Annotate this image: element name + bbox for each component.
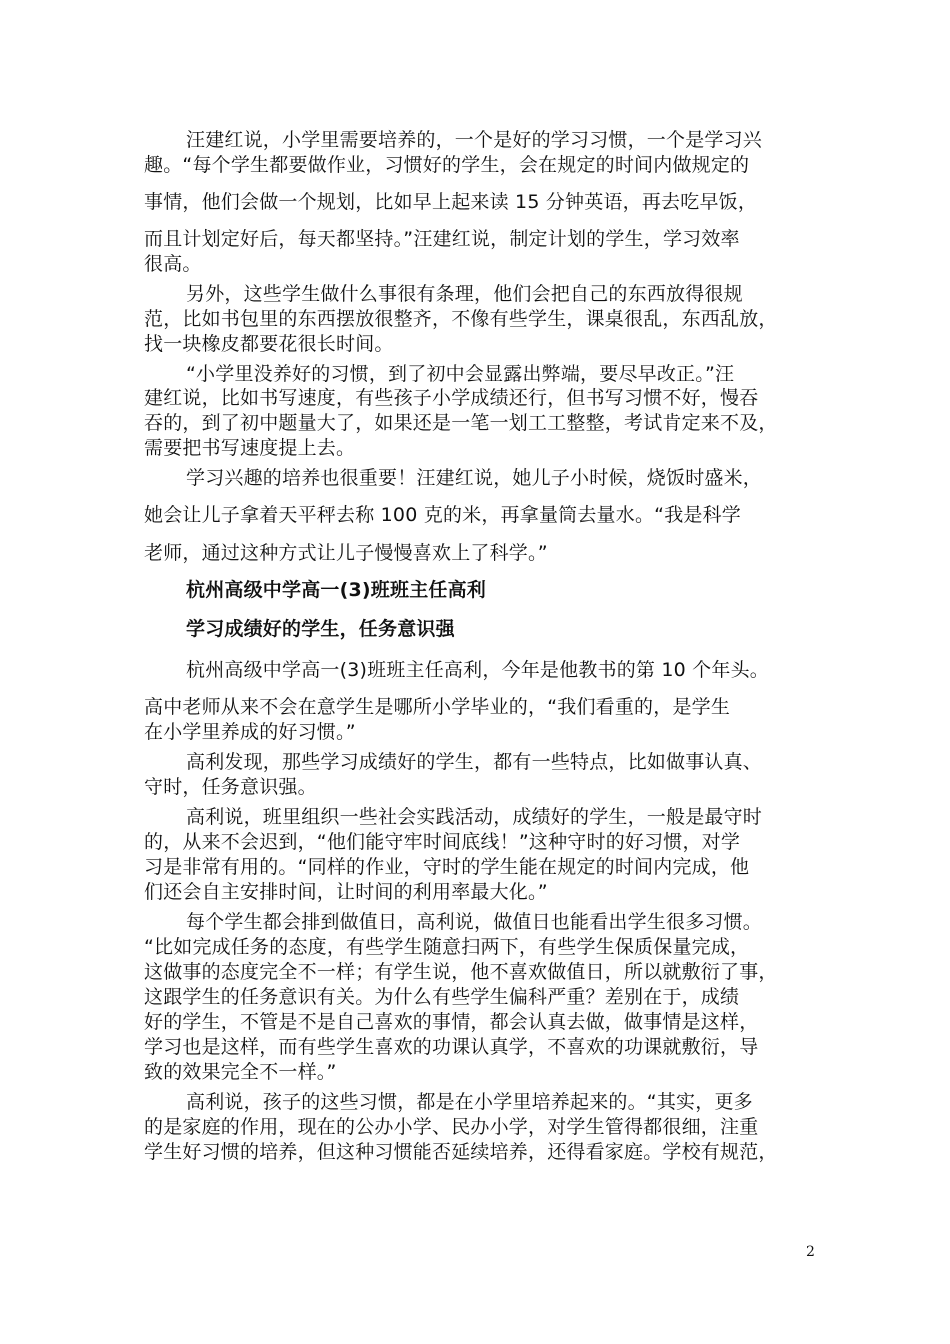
section-subheading: 学习成绩好的学生，任务意识强 xyxy=(186,618,455,640)
text-line: 杭州高级中学高一(3)班班主任高利，今年是他教书的第 10 个年头。 xyxy=(186,659,769,681)
text-line: 高中老师从来不会在意学生是哪所小学毕业的，“我们看重的，是学生 xyxy=(144,696,731,718)
text-line: 们还会自主安排时间，让时间的利用率最大化。” xyxy=(144,881,548,903)
text-line: 趣。“每个学生都要做作业，习惯好的学生，会在规定的时间内做规定的 xyxy=(144,154,750,176)
text-line: 范，比如书包里的东西摆放很整齐，不像有些学生，课桌很乱，东西乱放， xyxy=(144,308,778,330)
text-line: 学生好习惯的培养，但这种习惯能否延续培养，还得看家庭。学校有规范， xyxy=(144,1141,778,1163)
text-line: 老师，通过这种方式让儿子慢慢喜欢上了科学。” xyxy=(144,542,548,564)
text-line: 守时，任务意识强。 xyxy=(144,776,317,798)
text-line: 她会让儿子拿着天平秤去称 100 克的米，再拿量筒去量水。“我是科学 xyxy=(144,504,741,526)
text-line: “比如完成任务的态度，有些学生随意扫两下，有些学生保质保量完成， xyxy=(144,936,750,958)
text-line: “小学里没养好的习惯，到了初中会显露出弊端，要尽早改正。”汪 xyxy=(186,363,735,385)
text-line: 习是非常有用的。“同样的作业，守时的学生能在规定的时间内完成，他 xyxy=(144,856,750,878)
text-line: 吞的，到了初中题量大了，如果还是一笔一划工工整整，考试肯定来不及， xyxy=(144,412,778,434)
text-line: 每个学生都会排到做值日，高利说，做值日也能看出学生很多习惯。 xyxy=(186,911,763,933)
text-line: 高利说，孩子的这些习惯，都是在小学里培养起来的。“其实，更多 xyxy=(186,1091,753,1113)
text-line: 学习也是这样，而有些学生喜欢的功课认真学，不喜欢的功课就敷衍，导 xyxy=(144,1036,759,1058)
text-line: 需要把书写速度提上去。 xyxy=(144,437,356,459)
text-line: 好的学生，不管是不是自己喜欢的事情，都会认真去做，做事情是这样， xyxy=(144,1011,759,1033)
text-line: 这做事的态度完全不一样；有学生说，他不喜欢做值日，所以就敷衍了事， xyxy=(144,961,778,983)
text-line: 学习兴趣的培养也很重要！汪建红说，她儿子小时候，烧饭时盛米， xyxy=(186,467,763,489)
section-heading: 杭州高级中学高一(3)班班主任高利 xyxy=(186,579,486,601)
text-line: 致的效果完全不一样。” xyxy=(144,1061,337,1083)
text-line: 而且计划定好后，每天都坚持。”汪建红说，制定计划的学生，学习效率 xyxy=(144,228,740,250)
text-line: 另外，这些学生做什么事很有条理，他们会把自己的东西放得很规 xyxy=(186,283,743,305)
text-line: 汪建红说，小学里需要培养的，一个是好的学习习惯，一个是学习兴 xyxy=(186,129,763,151)
text-line: 的是家庭的作用，现在的公办小学、民办小学，对学生管得都很细，注重 xyxy=(144,1116,759,1138)
page-number: 2 xyxy=(806,1244,815,1260)
text-line: 高利发现，那些学习成绩好的学生，都有一些特点，比如做事认真、 xyxy=(186,751,763,773)
text-line: 在小学里养成的好习惯。” xyxy=(144,721,356,743)
text-line: 事情，他们会做一个规划，比如早上起来读 15 分钟英语，再去吃早饭， xyxy=(144,191,758,213)
text-line: 找一块橡皮都要花很长时间。 xyxy=(144,333,394,355)
text-line: 的，从来不会迟到，“他们能守牢时间底线！”这种守时的好习惯，对学 xyxy=(144,831,741,853)
text-line: 这跟学生的任务意识有关。为什么有些学生偏科严重？差别在于，成绩 xyxy=(144,986,740,1008)
text-line: 很高。 xyxy=(144,253,202,275)
text-line: 建红说，比如书写速度，有些孩子小学成绩还行，但书写习惯不好，慢吞 xyxy=(144,387,759,409)
text-line: 高利说，班里组织一些社会实践活动，成绩好的学生，一般是最守时 xyxy=(186,806,763,828)
